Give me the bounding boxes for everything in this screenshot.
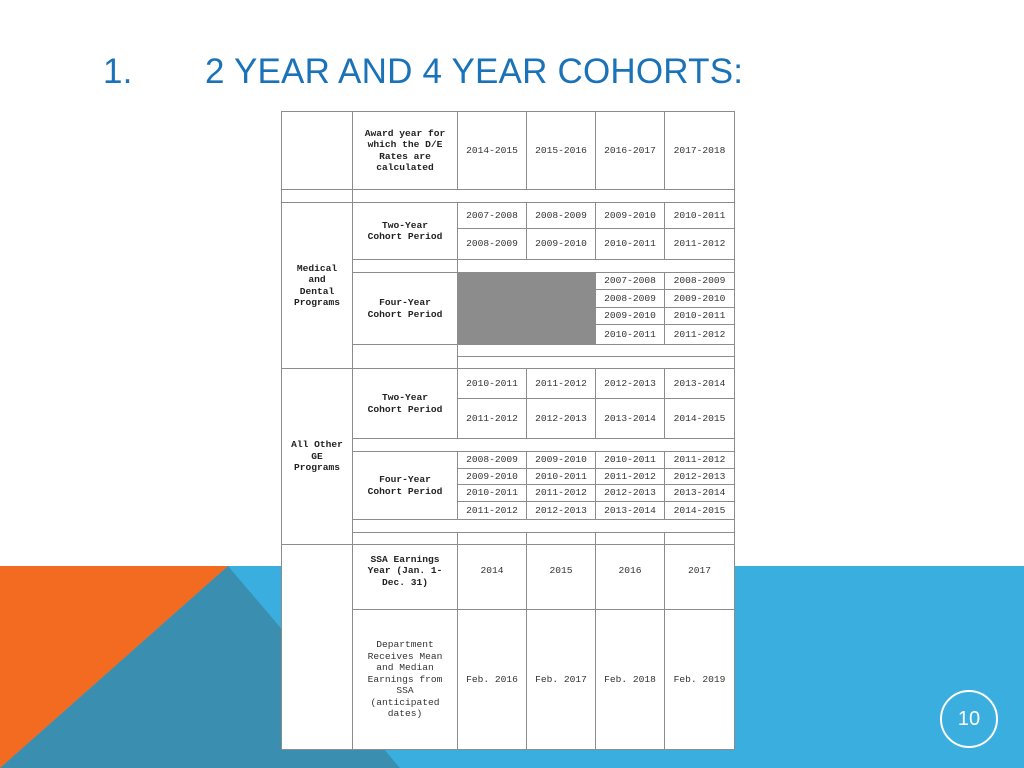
data-cell: 2011-2012 xyxy=(665,452,734,469)
data-cell: 2010-2011 xyxy=(596,229,665,260)
data-cell: 2011-2012 xyxy=(665,325,734,345)
data-cell: 2009-2010 xyxy=(458,469,527,485)
data-cell: 2014-2015 xyxy=(665,502,734,520)
department-receives-label: Department Receives Mean and Median Earnings from SSA (anticipated dates) xyxy=(353,610,458,749)
data-cell: 2010-2011 xyxy=(596,325,665,345)
data-cell: 2009-2010 xyxy=(527,452,596,469)
data-cell: 2008-2009 xyxy=(596,290,665,308)
data-cell: 2010-2011 xyxy=(665,203,734,229)
data-cell: 2009-2010 xyxy=(596,308,665,325)
data-cell: 2011-2012 xyxy=(527,485,596,502)
data-cell: 2010-2011 xyxy=(527,469,596,485)
department-date-cell: Feb. 2019 xyxy=(673,673,726,685)
data-cell: 2011-2012 xyxy=(458,399,527,439)
data-cell: 2008-2009 xyxy=(458,229,527,260)
medical-four-year-label: Four-Year Cohort Period xyxy=(353,273,458,345)
department-date-cell: Feb. 2017 xyxy=(527,610,596,749)
data-cell: 2009-2010 xyxy=(665,290,734,308)
data-cell: 2009-2010 xyxy=(527,229,596,260)
data-cell: 2008-2009 xyxy=(458,452,527,469)
header-year-cell: 2016-2017 xyxy=(596,112,665,190)
data-cell: 2012-2013 xyxy=(527,399,596,439)
group-label-medical-dental: Medical and Dental Programs xyxy=(282,203,353,369)
ssa-year-cell: 2015 xyxy=(527,533,596,610)
ssa-year-cell: 2016 xyxy=(596,533,665,610)
data-cell: 2011-2012 xyxy=(596,469,665,485)
other-two-year-label: Two-Year Cohort Period xyxy=(353,369,458,439)
data-cell: 2012-2013 xyxy=(596,485,665,502)
data-cell: 2013-2014 xyxy=(596,399,665,439)
data-cell: 2010-2011 xyxy=(458,369,527,399)
header-year-cell: 2017-2018 xyxy=(665,112,734,190)
header-blank-cell xyxy=(282,112,353,190)
data-cell: 2011-2012 xyxy=(527,369,596,399)
spacer-cell xyxy=(458,345,734,357)
header-year-cell: 2014-2015 xyxy=(458,112,527,190)
data-cell: 2010-2011 xyxy=(596,452,665,469)
department-date-cell: Feb. 2016 xyxy=(458,610,527,749)
data-cell: 2007-2008 xyxy=(596,273,665,290)
data-cell: 2008-2009 xyxy=(665,273,734,290)
spacer-cell xyxy=(353,190,734,203)
ssa-earnings-year-label: SSA Earnings Year (Jan. 1- Dec. 31) xyxy=(353,533,458,610)
data-cell: 2010-2011 xyxy=(458,485,527,502)
slide-title xyxy=(103,52,743,92)
data-cell: 2008-2009 xyxy=(527,203,596,229)
data-cell: 2011-2012 xyxy=(665,229,734,260)
slide-title-text: 2 YEAR AND 4 YEAR COHORTS: xyxy=(205,52,744,91)
data-cell: 2012-2013 xyxy=(527,502,596,520)
cohort-table-grid xyxy=(282,112,734,749)
page-number-badge xyxy=(940,690,998,748)
spacer-cell xyxy=(353,345,458,369)
slide-number-label: 1. xyxy=(103,52,133,91)
medical-two-year-label: Two-Year Cohort Period xyxy=(353,203,458,260)
cohort-table xyxy=(281,111,735,750)
data-cell: 2009-2010 xyxy=(596,203,665,229)
spacer-cell xyxy=(282,190,353,203)
spacer-cell xyxy=(458,357,734,369)
spacer-cell xyxy=(458,260,734,273)
data-cell: 2013-2014 xyxy=(596,502,665,520)
data-cell: 2014-2015 xyxy=(665,399,734,439)
data-cell: 2012-2013 xyxy=(596,369,665,399)
group-label-all-other-ge: All Other GE Programs xyxy=(282,369,353,545)
ssa-year-cell: 2014 xyxy=(458,533,527,610)
shaded-cell xyxy=(458,273,596,345)
page-number: 10 xyxy=(957,707,981,730)
data-cell: 2012-2013 xyxy=(665,469,734,485)
spacer-cell xyxy=(353,439,734,452)
department-date-cell: Feb. 2018 xyxy=(596,610,665,749)
ssa-year-cell: 2017 xyxy=(665,533,734,610)
data-cell: 2013-2014 xyxy=(665,369,734,399)
spacer-cell xyxy=(353,520,734,533)
data-cell: 2007-2008 xyxy=(458,203,527,229)
data-cell: 2010-2011 xyxy=(665,308,734,325)
other-four-year-label: Four-Year Cohort Period xyxy=(353,452,458,520)
data-cell: 2011-2012 xyxy=(458,502,527,520)
blank-group-cell xyxy=(282,545,353,749)
header-year-cell: 2015-2016 xyxy=(527,112,596,190)
header-award-year-label: Award year for which the D/E Rates are calculated xyxy=(353,112,458,190)
spacer-cell xyxy=(353,260,458,273)
data-cell: 2013-2014 xyxy=(665,485,734,502)
